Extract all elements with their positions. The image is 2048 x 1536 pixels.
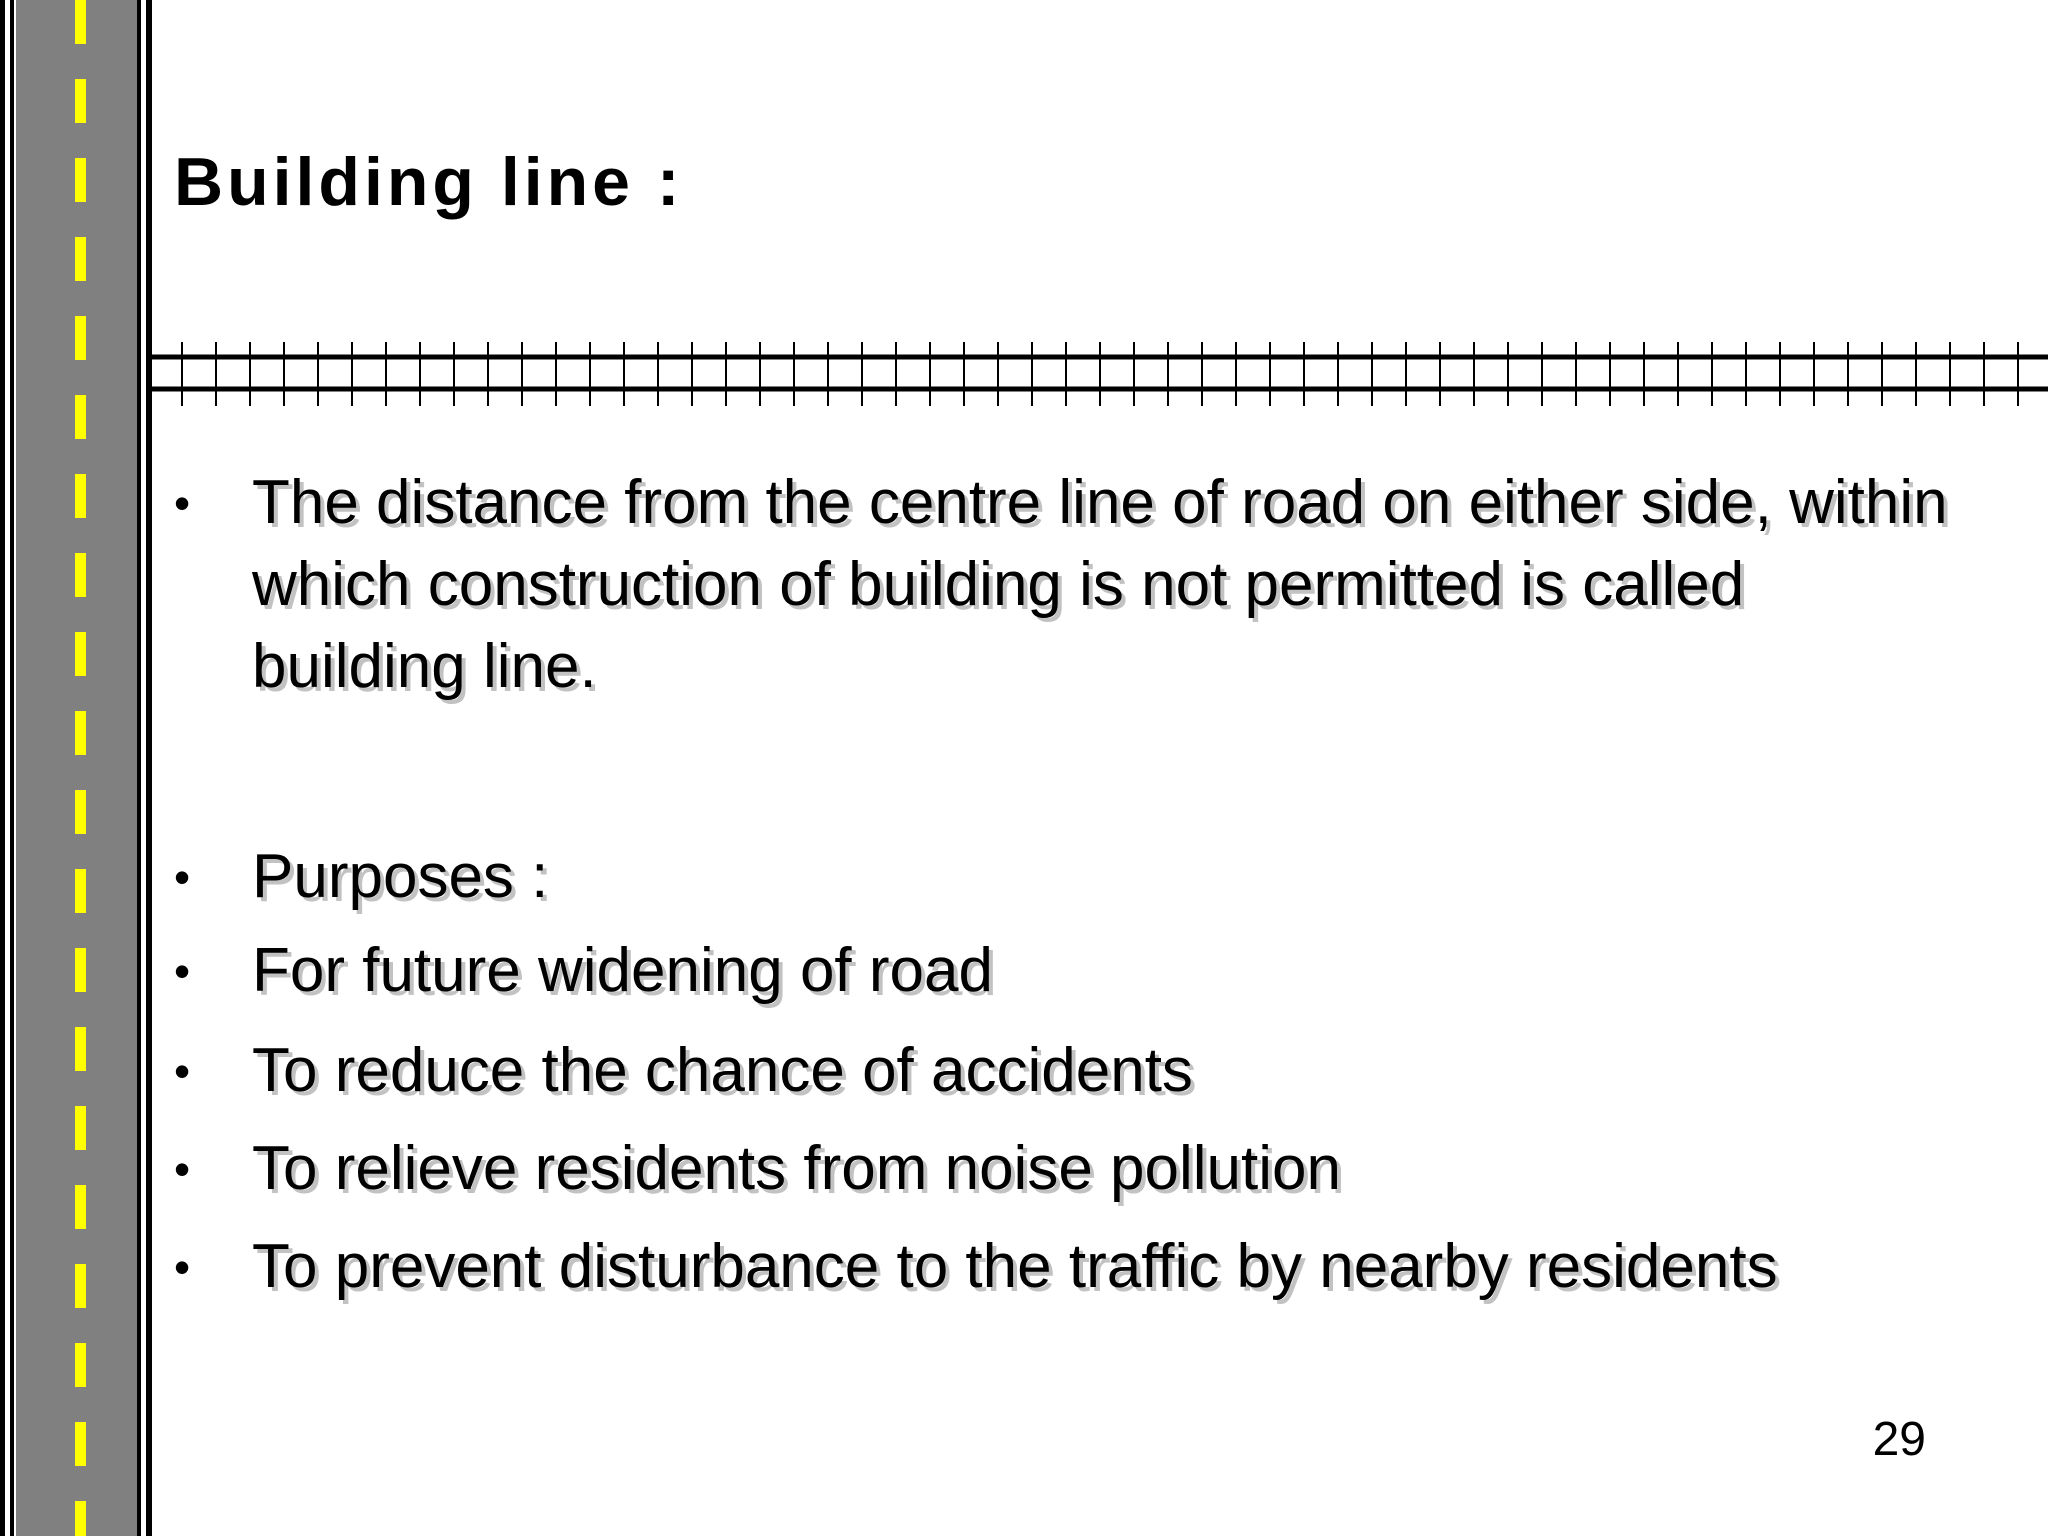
road-lane-dash — [75, 316, 86, 360]
road-lane-dash — [75, 395, 86, 439]
bullet-icon: • — [174, 851, 191, 903]
road-lane-dash — [75, 869, 86, 913]
road-strip-decoration — [0, 0, 160, 1536]
road-lane-dash — [75, 1422, 86, 1466]
bullet-text: To relieve residents from noise pollution — [252, 1134, 1341, 1203]
road-lane-dash — [75, 1185, 86, 1229]
bullet-text: The distance from the centre line of road on either side, within which construction of building is not permitted is called building line. — [252, 468, 1948, 701]
bullet-item-noise — [174, 1128, 1974, 1210]
road-lane-dash — [75, 790, 86, 834]
bullet-item-purposes — [174, 836, 1974, 918]
road-lane-dash — [75, 1106, 86, 1150]
bullet-icon: • — [174, 945, 191, 997]
road-lane-dash — [75, 1501, 86, 1536]
road-lane-dash — [75, 474, 86, 518]
bullet-icon: • — [174, 477, 191, 529]
bullet-icon: • — [174, 1143, 191, 1195]
bullet-item-disturbance — [174, 1226, 1974, 1308]
road-lane-dash — [75, 553, 86, 597]
bullet-text: To reduce the chance of accidents — [252, 1036, 1193, 1105]
road-lane-dash — [75, 711, 86, 755]
road-lane-dash — [75, 1027, 86, 1071]
bullet-icon: • — [174, 1045, 191, 1097]
bullet-icon: • — [174, 1241, 191, 1293]
bullet-item-definition — [174, 462, 1974, 708]
rail-track-icon — [152, 340, 2048, 412]
bullet-text: For future widening of road — [252, 936, 993, 1005]
road-lane-dash — [75, 158, 86, 202]
road-lane-dash — [75, 1264, 86, 1308]
bullet-text: Purposes : — [252, 842, 549, 911]
road-lane-dash — [75, 237, 86, 281]
page-number: 29 — [1872, 1413, 1926, 1466]
road-lane-dash — [75, 1343, 86, 1387]
bullet-list — [174, 462, 1974, 1308]
road-lane-dash — [75, 0, 86, 44]
bullet-text: To prevent disturbance to the traffic by nearby residents — [252, 1232, 1778, 1301]
road-lane-dash — [75, 632, 86, 676]
road-lane-dash — [75, 79, 86, 123]
road-lane-dash — [75, 948, 86, 992]
slide-title: Building line : — [174, 144, 684, 220]
road-icon — [0, 0, 160, 1536]
rail-divider — [152, 340, 2048, 412]
bullet-item-widening — [174, 930, 1974, 1012]
bullet-item-accidents — [174, 1030, 1974, 1112]
